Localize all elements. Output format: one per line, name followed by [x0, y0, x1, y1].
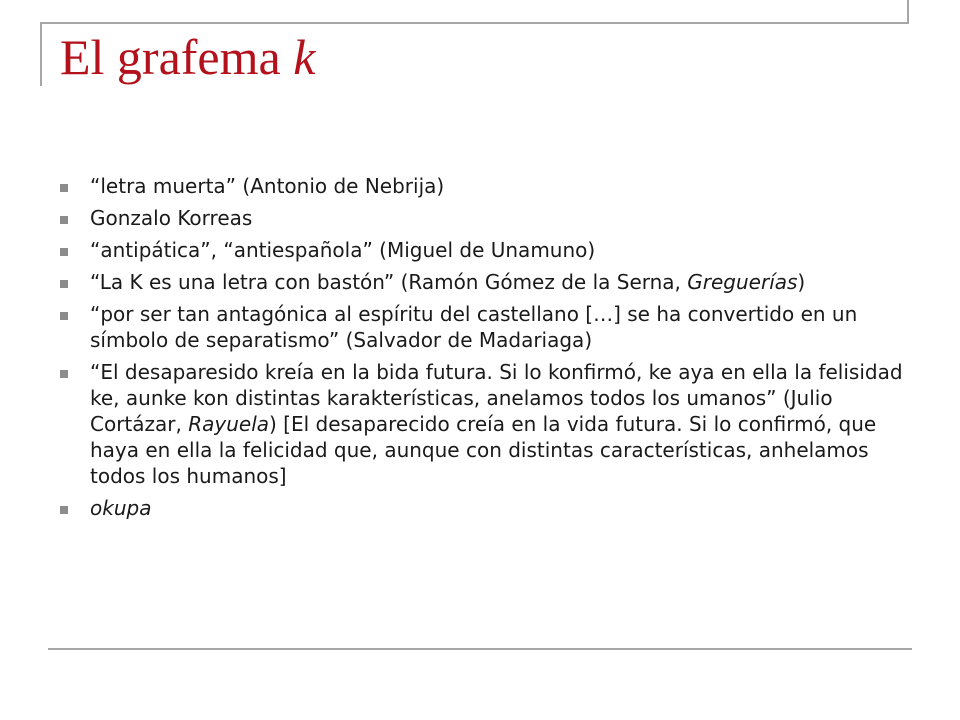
- square-bullet-icon: [60, 248, 68, 256]
- square-bullet-icon: [60, 280, 68, 288]
- bullet-item-cortazar: [58, 359, 908, 489]
- square-bullet-icon: [60, 370, 68, 378]
- bullet-text: “La K es una letra con bastón” (Ramón Gómez de la Serna,: [90, 270, 688, 294]
- slide-title-prefix: El grafema: [60, 29, 294, 85]
- square-bullet-icon: [60, 506, 68, 514]
- bottom-rule: [48, 648, 912, 650]
- top-rule: [40, 22, 908, 24]
- bullet-item-nebrija: [58, 173, 908, 199]
- bullet-item-okupa: [58, 495, 908, 521]
- bullet-italic-title: Rayuela: [188, 412, 269, 436]
- right-rule: [907, 0, 909, 24]
- slide-title: [60, 30, 315, 85]
- bullet-list: [58, 173, 908, 527]
- square-bullet-icon: [60, 216, 68, 224]
- bullet-text: “antipática”, “antiespañola” (Miguel de Unamuno): [90, 238, 596, 262]
- square-bullet-icon: [60, 312, 68, 320]
- bullet-text: “por ser tan antagónica al espíritu del castellano […] se ha convertido en un símbolo de separatismo” (Salvador de Madariaga): [90, 302, 858, 352]
- square-bullet-icon: [60, 184, 68, 192]
- bullet-text: “letra muerta” (Antonio de Nebrija): [90, 174, 445, 198]
- bullet-text: Gonzalo Korreas: [90, 206, 253, 230]
- bullet-item-unamuno: [58, 237, 908, 263]
- bullet-item-korreas: [58, 205, 908, 231]
- bullet-text-end: ): [797, 270, 806, 294]
- bullet-text: “El desaparesido kreía en la bida futura. Si lo konfirmó, ke aya en ella la felisidad ke, aunke kon distintas karakterísticas, anelamos todos los umanos” (Julio Cortázar,: [90, 360, 903, 436]
- bullet-item-madariaga: [58, 301, 908, 353]
- slide-title-letter: k: [293, 29, 316, 85]
- bullet-text-end: ) [El desaparecido creía en la vida futura. Si lo confirmó, que haya en ella la felicidad que, aunque con distintas características, anhelamos todos los humanos]: [90, 412, 877, 488]
- bullet-item-gomez-de-la-serna: [58, 269, 908, 295]
- left-rule: [40, 22, 42, 86]
- bullet-italic-title: Greguerías: [687, 270, 798, 294]
- bullet-italic-word: okupa: [90, 496, 152, 520]
